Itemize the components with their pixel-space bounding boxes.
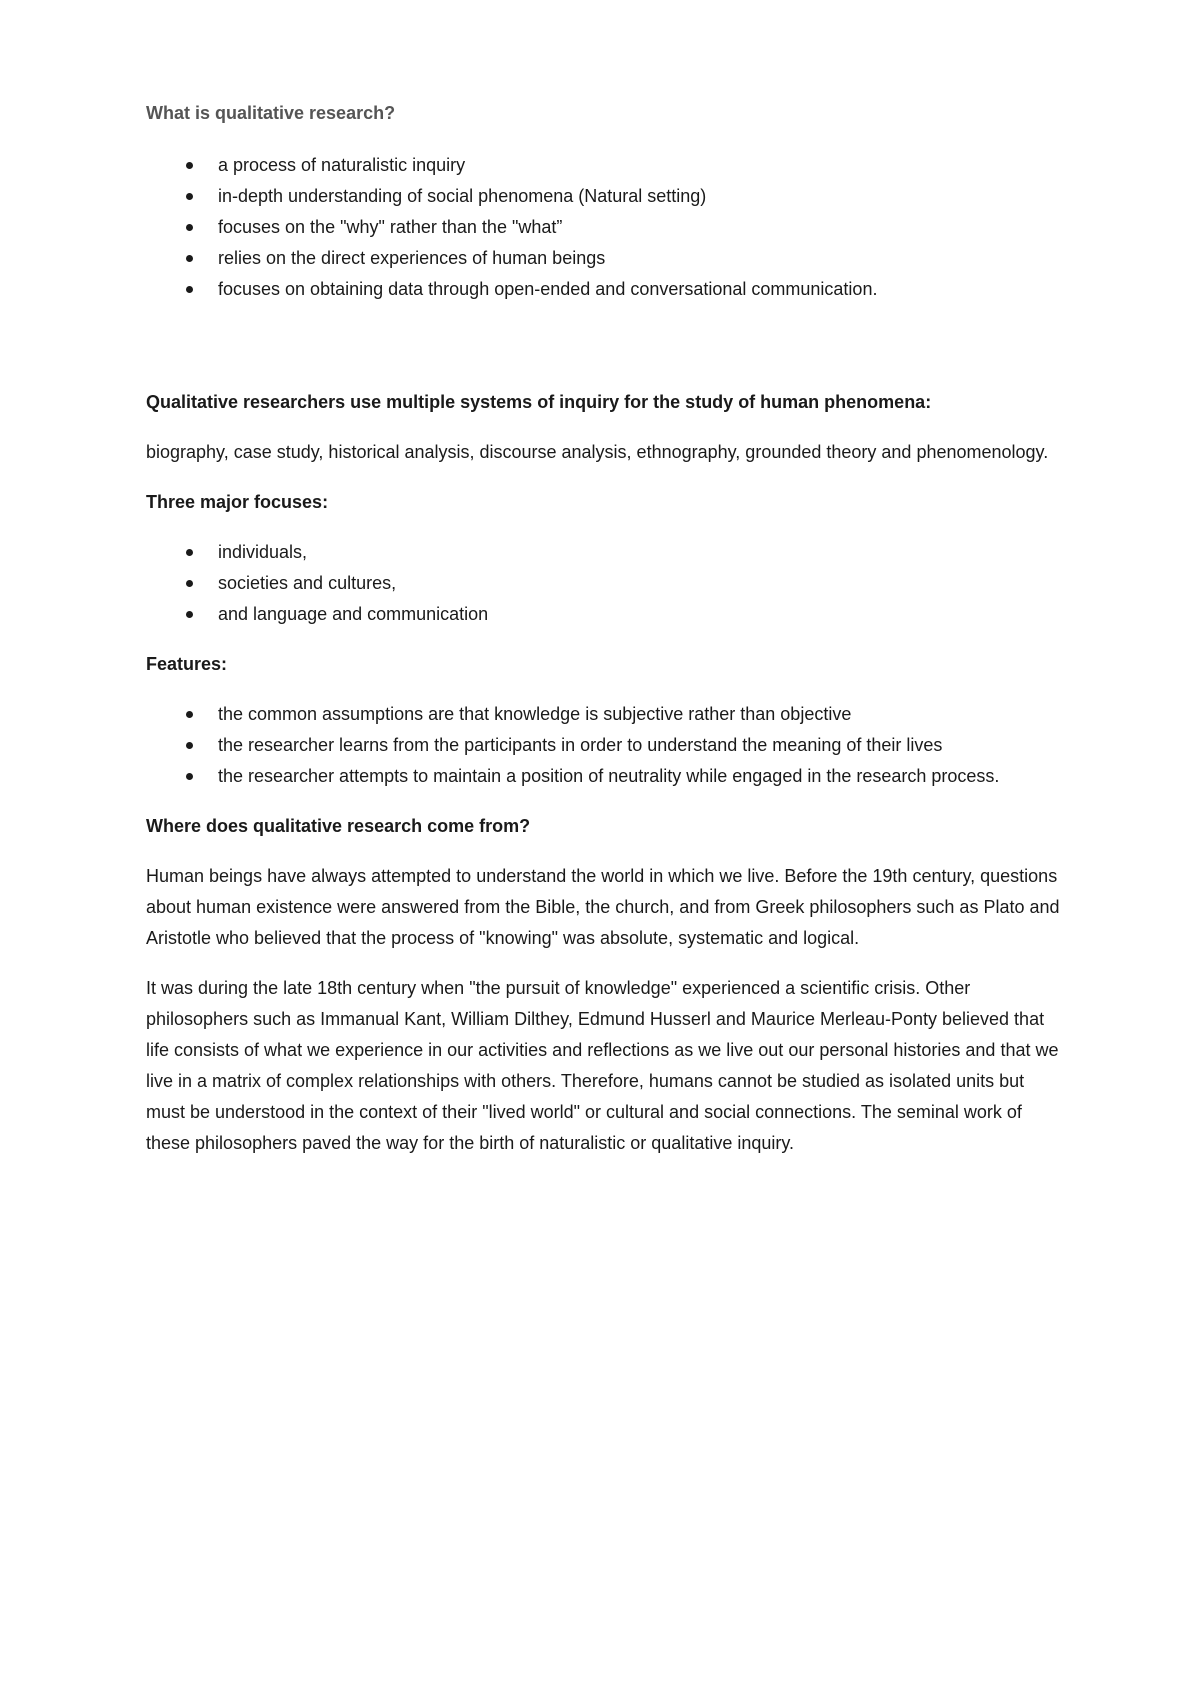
heading-systems-of-inquiry: Qualitative researchers use multiple systems of inquiry for the study of human phenomena: — [146, 392, 932, 412]
paragraph-origins-1: Human beings have always attempted to understand the world in which we live. Before the 19th century, questions about human existence were answered from the Bible, the church, and from Greek philosophers such as Plato and Aristotle who believed that the process of "knowing" was absolute, systematic and logical. — [146, 866, 1060, 948]
list-item: relies on the direct experiences of human beings — [146, 243, 1066, 274]
heading-origins: Where does qualitative research come from? — [146, 816, 531, 836]
paragraph-origins-2: It was during the late 18th century when "the pursuit of knowledge" experienced a scientific crisis. Other philosophers such as Immanual Kant, William Dilthey, Edmund Husserl and Maurice Merleau-Ponty believed that life consists of what we experience in our activities and reflections as we live out our personal histories and that we live in a matrix of complex relationships with others. Therefore, humans cannot be studied as isolated units but must be understood in the context of their "lived world" or cultural and social connections. The seminal work of these philosophers paved the way for the birth of naturalistic or qualitative inquiry. — [146, 978, 1059, 1153]
list-item: the researcher learns from the participants in order to understand the meaning of their lives — [146, 730, 1066, 761]
list-item: a process of naturalistic inquiry — [146, 150, 1066, 181]
list-item: individuals, — [146, 537, 1066, 568]
list-item: the common assumptions are that knowledge is subjective rather than objective — [146, 699, 1066, 730]
list-item: in-depth understanding of social phenomena (Natural setting) — [146, 181, 1066, 212]
heading-three-major-focuses: Three major focuses: — [146, 492, 329, 512]
heading-what-is-qualitative-research: What is qualitative research? — [146, 103, 396, 123]
definition-list — [146, 150, 1066, 305]
list-item: societies and cultures, — [146, 568, 1066, 599]
list-item: focuses on the "why" rather than the "what” — [146, 212, 1066, 243]
list-item: the researcher attempts to maintain a position of neutrality while engaged in the research process. — [146, 761, 1066, 792]
heading-features: Features: — [146, 654, 228, 674]
list-item: and language and communication — [146, 599, 1066, 630]
paragraph-systems-list: biography, case study, historical analysis, discourse analysis, ethnography, grounded theory and phenomenology. — [146, 442, 1049, 462]
features-list — [146, 699, 1066, 792]
document-body — [146, 98, 1066, 1159]
list-item: focuses on obtaining data through open-ended and conversational communication. — [146, 274, 1066, 305]
focuses-list — [146, 537, 1066, 630]
